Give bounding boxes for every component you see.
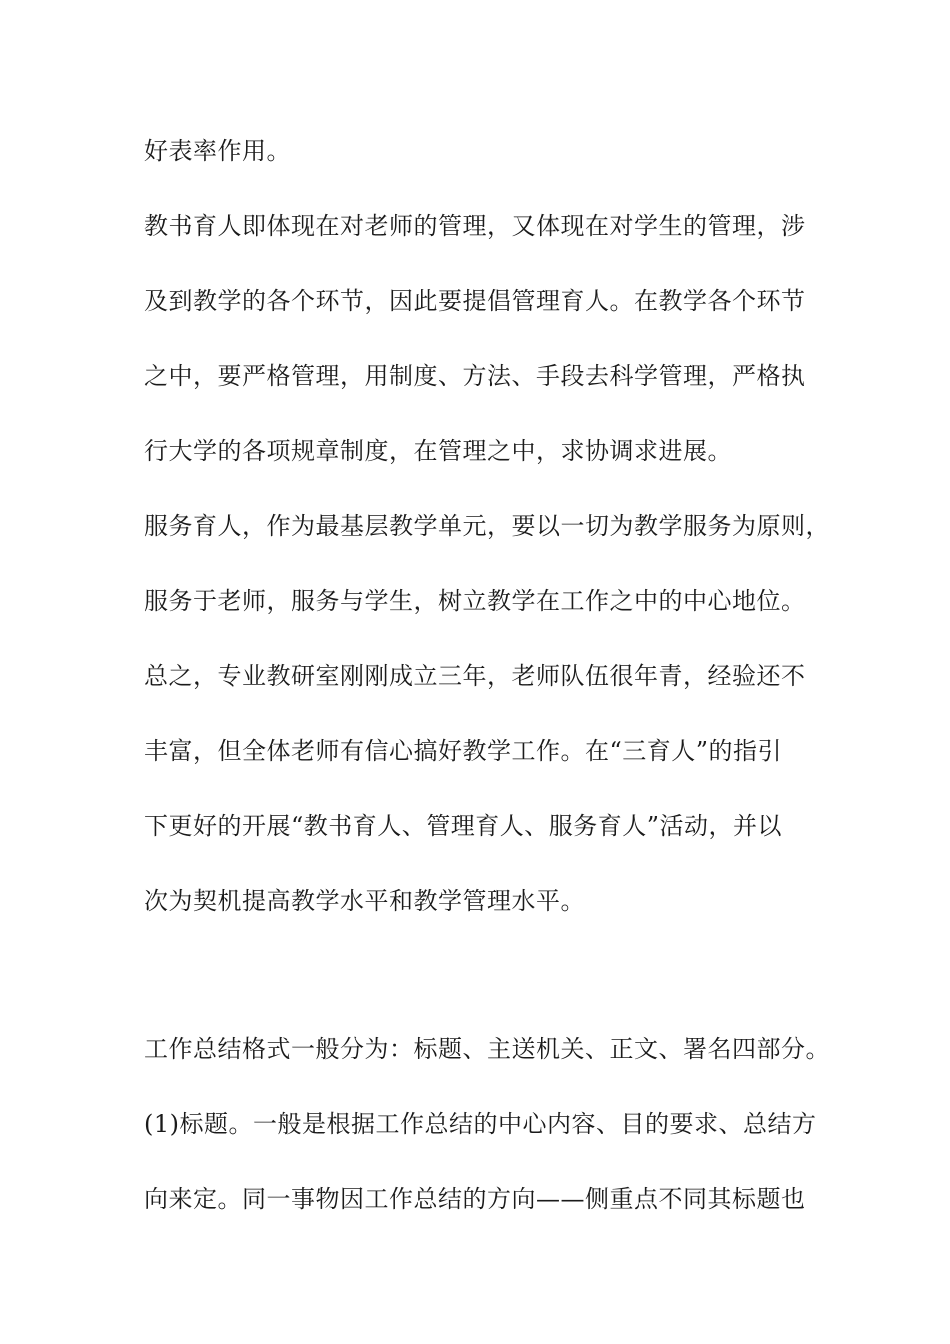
text-line: 次为契机提高教学水平和教学管理水平。 [144, 887, 585, 915]
text-line: 下更好的开展“教书育人、管理育人、服务育人”活动，并以 [144, 812, 783, 840]
text-line: 向来定。同一事物因工作总结的方向——侧重点不同其标题也 [144, 1185, 806, 1213]
text-line: 丰富，但全体老师有信心搞好教学工作。在“三育人”的指引 [144, 737, 783, 765]
text-line: (1)标题。一般是根据工作总结的中心内容、目的要求、总结方 [144, 1110, 817, 1138]
text-line: 工作总结格式一般分为：标题、主送机关、正文、署名四部分。 [144, 1035, 830, 1063]
text-line: 总之，专业教研室刚刚成立三年，老师队伍很年青，经验还不 [144, 662, 806, 690]
text-line: 及到教学的各个环节，因此要提倡管理育人。在教学各个环节 [144, 287, 806, 315]
text-line: 之中，要严格管理，用制度、方法、手段去科学管理，严格执 [144, 362, 806, 390]
text-line: 教书育人即体现在对老师的管理，又体现在对学生的管理，涉 [144, 212, 806, 240]
text-line: 服务于老师，服务与学生，树立教学在工作之中的中心地位。 [144, 587, 806, 615]
text-line: 好表率作用。 [144, 137, 291, 165]
text-line: 服务育人，作为最基层教学单元，要以一切为教学服务为原则， [144, 512, 830, 540]
text-line: 行大学的各项规章制度，在管理之中，求协调求进展。 [144, 437, 732, 465]
